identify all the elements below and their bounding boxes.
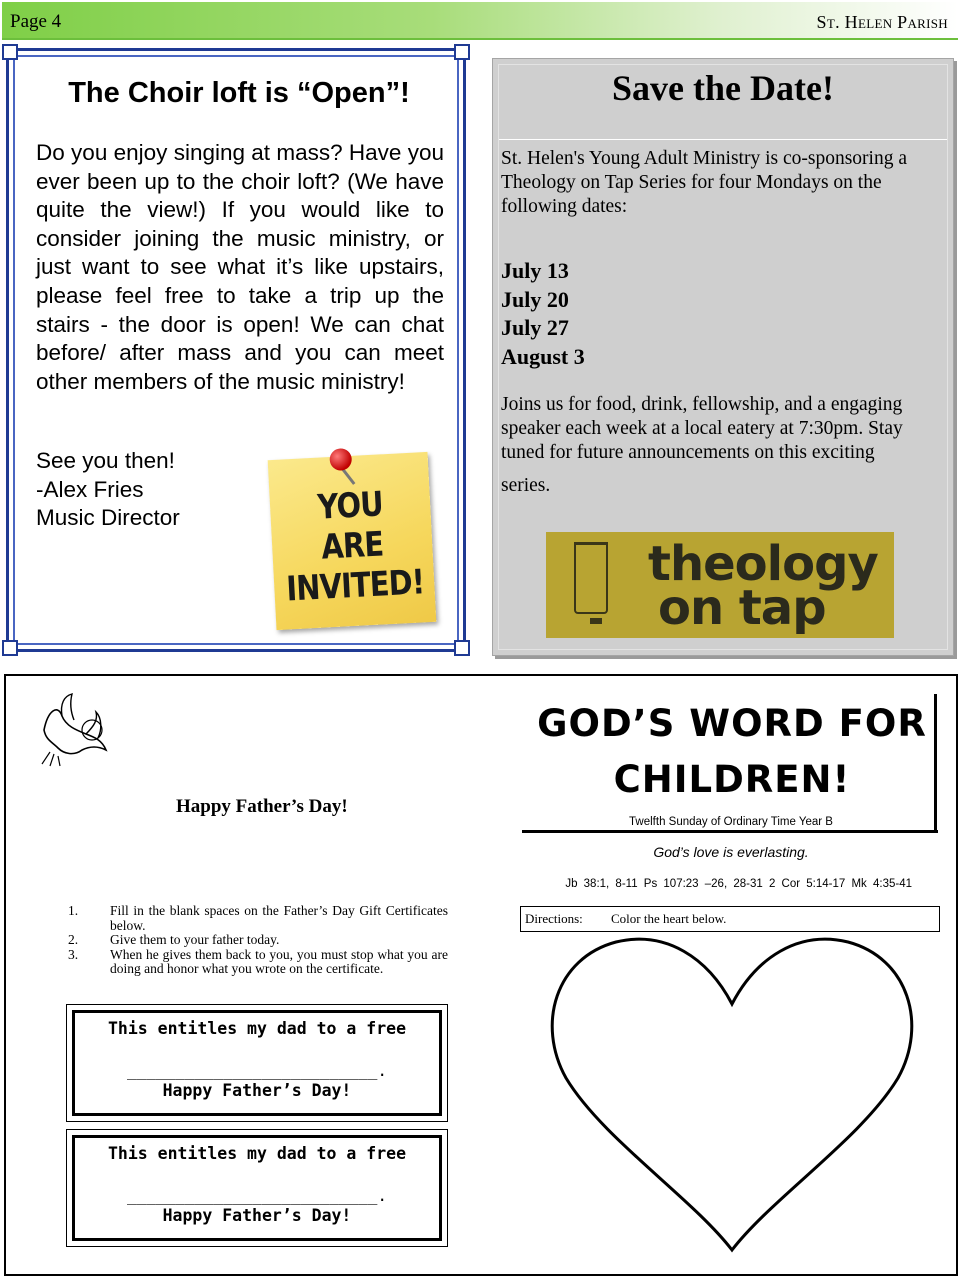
choir-signature — [36, 447, 266, 533]
push-pin-icon — [329, 448, 352, 471]
certificate-line3: Happy Father’s Day! — [162, 1206, 352, 1225]
choir-title: The Choir loft is “Open”! — [68, 77, 410, 109]
fathers-day-title: Happy Father’s Day! — [176, 796, 348, 817]
page-header — [2, 2, 958, 40]
certificate-blank: __________________________. — [126, 1061, 388, 1080]
signature-title: Music Director — [36, 505, 180, 531]
childrens-activity-section — [4, 674, 958, 1276]
save-the-date-intro: St. Helen's Young Adult Ministry is co-sponsoring a Theology on Tap Series for four Mondays on the following dates: — [501, 148, 907, 217]
certificate-line1: This entitles my dad to a free — [107, 1144, 406, 1163]
corner-ornament — [454, 640, 470, 656]
instruction-item: 1. Fill in the blank spaces on the Father’s Day Gift Certificates below. — [68, 903, 448, 933]
page-number: Page 4 — [10, 11, 62, 32]
closing-line: See you then! — [36, 448, 175, 473]
date-item: July 13 — [501, 258, 569, 283]
sticky-note-text: YOU ARE INVITED! — [285, 484, 426, 610]
certificate-line3: Happy Father’s Day! — [162, 1081, 352, 1100]
you-are-invited-sticky-note — [268, 452, 437, 630]
title-rule — [522, 830, 938, 833]
gods-word-subtitle: Twelfth Sunday of Ordinary Time Year B — [629, 816, 833, 828]
date-item: July 20 — [501, 286, 569, 312]
instruction-item: 2. Give them to your father today. — [68, 932, 280, 947]
gods-word-theme: God’s love is everlasting. — [653, 844, 809, 860]
dove-icon — [36, 690, 116, 770]
save-the-date-title: Save the Date! — [612, 68, 834, 108]
gift-certificate — [66, 1129, 448, 1247]
signature-name: -Alex Fries — [36, 476, 144, 502]
instruction-item: 3. When he gives them back to you, you must stop what you are doing and honor what you wrote on the certificate. — [68, 946, 448, 976]
corner-ornament — [454, 44, 470, 60]
date-item: August 3 — [501, 343, 585, 369]
parish-name: St. Helen Parish — [816, 12, 948, 32]
theology-on-tap-logo — [546, 532, 894, 638]
divider — [499, 139, 947, 140]
fathers-day-instructions — [68, 904, 448, 977]
directions-label: Directions: — [525, 911, 583, 926]
corner-ornament — [2, 44, 18, 60]
logo-text-line2: on tap — [658, 580, 826, 636]
save-the-date-details: Joins us for food, drink, fellowship, and a engaging speaker each week at a local eatery at 7:30pm. Stay tuned for future announcements on this exciting — [501, 394, 903, 464]
certificate-blank: __________________________. — [126, 1186, 388, 1205]
gift-certificate — [66, 1004, 448, 1122]
save-the-date-details-end: series. — [501, 475, 551, 496]
scripture-readings: Jb 38:1, 8-11 Ps 107:23 –26, 28-31 2 Cor 5:14-17 Mk 4:35-41 — [565, 878, 912, 890]
corner-ornament — [2, 640, 18, 656]
directions-text: Color the heart below. — [611, 911, 727, 926]
title-rule — [934, 694, 937, 832]
date-item: July 27 — [501, 315, 569, 341]
gods-word-title: GOD’S WORD FOR CHILDREN! — [537, 702, 927, 801]
date-list — [501, 257, 801, 371]
logo-text-line1: theology — [648, 536, 878, 592]
heart-coloring-outline — [542, 928, 922, 1258]
certificate-line1: This entitles my dad to a free — [107, 1019, 406, 1038]
choir-body: Do you enjoy singing at mass? Have you ever been up to the choir loft? (We have quite the view!) If you would like to consider joining the music ministry, or just want to see what it’s like upstairs, please feel free to take a trip up the stairs - the door is open! We can chat before/ after mass and you can meet other members of the music ministry! — [36, 140, 444, 394]
beer-glass-icon — [574, 542, 608, 614]
